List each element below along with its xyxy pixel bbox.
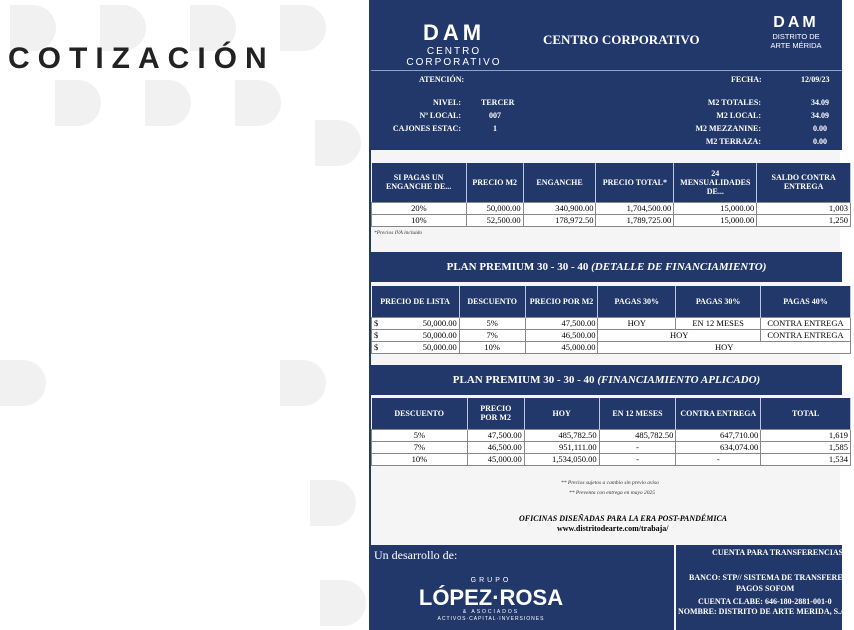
cell: 10% xyxy=(459,341,525,353)
quote-document xyxy=(369,0,854,630)
bg-decor-shape xyxy=(55,80,101,126)
cell: 46,500.00 xyxy=(525,329,598,341)
table-row xyxy=(372,429,851,441)
cell: - xyxy=(599,453,676,465)
cell: 634,074.00 xyxy=(676,441,761,453)
plan2-subtitle: (FINANCIAMIENTO APLICADO) xyxy=(597,374,761,386)
logo-text: DAM xyxy=(422,20,486,45)
col-header: 24 MENSUALIDADES DE... xyxy=(674,163,757,202)
cell: 1,704,500.00 xyxy=(596,202,674,214)
cell: - xyxy=(599,441,676,453)
bg-decor-shape xyxy=(310,480,356,526)
col-header: ENGANCHE xyxy=(523,163,596,202)
cell: 46,500.00 xyxy=(467,441,524,453)
delivery-note: ** Preventa con entrega en mayo 2025 xyxy=(569,490,656,496)
bank-name: BANCO: STP// SISTEMA DE TRANSFERENC xyxy=(689,573,854,582)
cell: 1,534,050.00 xyxy=(524,453,599,465)
cell: 1,003 xyxy=(757,202,851,214)
bg-decor-shape xyxy=(235,80,281,126)
col-header: PAGAS 40% xyxy=(761,286,851,317)
local-label: Nº LOCAL: xyxy=(419,111,461,120)
fecha-value: 12/09/23 xyxy=(801,75,830,84)
footer xyxy=(371,545,854,630)
cell: 1,534 xyxy=(761,453,851,465)
brand-group: GRUPO xyxy=(470,577,512,584)
plan1-table xyxy=(371,286,851,354)
plan2-table xyxy=(371,398,851,466)
cell: 15,000.00 xyxy=(674,202,757,214)
logo-subtext: ARTE MÉRIDA xyxy=(770,41,822,50)
cell: CONTRA ENTREGA xyxy=(761,317,851,329)
col-header: EN 12 MESES xyxy=(599,398,676,429)
info-panel xyxy=(371,70,842,150)
brand-logo: LÓPEZ·ROSA xyxy=(418,585,564,610)
cajones-label: CAJONES ESTAC: xyxy=(392,124,461,133)
plan1-title-bar xyxy=(371,252,842,282)
col-header: TOTAL xyxy=(761,398,851,429)
col-header: PRECIO M2 xyxy=(466,163,523,202)
enganche-table xyxy=(371,163,851,227)
col-header: SI PAGAS UN ENGANCHE DE... xyxy=(372,163,467,202)
dam-logo-right xyxy=(756,14,836,50)
cell: HOY xyxy=(598,317,676,329)
document-header xyxy=(371,0,842,70)
bank-name-cont: PAGOS SOFOM xyxy=(736,584,795,593)
cell: 10% xyxy=(372,453,468,465)
cell: 1,250 xyxy=(757,214,851,226)
cell: 178,972.50 xyxy=(523,214,596,226)
col-header: SALDO CONTRA ENTREGA xyxy=(757,163,851,202)
m2-mezzanine-value: 0.00 xyxy=(813,124,827,133)
bg-decor-shape xyxy=(0,360,46,406)
cell: 50,000.00 xyxy=(466,202,523,214)
cell: CONTRA ENTREGA xyxy=(761,329,851,341)
col-header: PAGAS 30% xyxy=(676,286,761,317)
cell: 647,710.00 xyxy=(676,429,761,441)
bank-panel xyxy=(676,545,854,630)
cell: 485,782.50 xyxy=(524,429,599,441)
website-link[interactable]: www.distritodearte.com/trabaja/ xyxy=(557,524,669,533)
col-header: PAGAS 30% xyxy=(598,286,676,317)
m2-totales-value: 34.09 xyxy=(811,98,829,107)
col-header: PRECIO TOTAL* xyxy=(596,163,674,202)
cell: 5% xyxy=(372,429,468,441)
atencion-label: ATENCIÓN: xyxy=(419,75,465,84)
col-header: PRECIO POR M2 xyxy=(467,398,524,429)
m2-local-label: M2 LOCAL: xyxy=(716,111,761,120)
tagline: OFICINAS DISEÑADAS PARA LA ERA POST-PANDÉMICA xyxy=(519,514,728,523)
cell: 1,619 xyxy=(761,429,851,441)
bg-decor-shape xyxy=(145,80,191,126)
m2-terraza-value: 0.00 xyxy=(813,137,827,146)
table-row xyxy=(372,341,851,353)
table-row xyxy=(372,441,851,453)
plan1-subtitle: (DETALLE DE FINANCIAMIENTO) xyxy=(591,261,767,273)
col-header: PRECIO POR M2 xyxy=(525,286,598,317)
bank-title: CUENTA PARA TRANSFERENCIAS xyxy=(712,548,844,557)
cell: 1,789,725.00 xyxy=(596,214,674,226)
cell: - xyxy=(676,453,761,465)
cell: HOY xyxy=(598,341,851,353)
cell: 15,000.00 xyxy=(674,214,757,226)
cell-value: 50,000.00 xyxy=(422,318,457,328)
cell: 45,000.00 xyxy=(525,341,598,353)
cell: 951,111.00 xyxy=(524,441,599,453)
brand-subtext: & ASOCIADOS xyxy=(462,609,520,615)
cell: 7% xyxy=(459,329,525,341)
dam-logo-left xyxy=(379,20,529,68)
bank-clabe: CUENTA CLABE: 646-180-2881-001-0 xyxy=(698,597,832,606)
currency-symbol: $ xyxy=(374,318,379,328)
col-header: DESCUENTO xyxy=(372,398,468,429)
bg-decor-shape xyxy=(280,360,326,406)
table-row xyxy=(372,453,851,465)
m2-terraza-label: M2 TERRAZA: xyxy=(705,137,761,146)
cell: 47,500.00 xyxy=(525,317,598,329)
col-header: DESCUENTO xyxy=(459,286,525,317)
bg-decor-shape xyxy=(280,5,326,51)
nivel-value: TERCER xyxy=(481,98,515,107)
cell: HOY xyxy=(598,329,761,341)
table-row xyxy=(372,329,851,341)
cell: 47,500.00 xyxy=(467,429,524,441)
cell-value: 50,000.00 xyxy=(422,342,457,352)
cell: 485,782.50 xyxy=(599,429,676,441)
cell-value: 50,000.00 xyxy=(422,330,457,340)
developer-panel xyxy=(371,545,674,630)
currency-symbol: $ xyxy=(374,342,379,352)
bg-decor-shape xyxy=(315,120,361,166)
cell: 7% xyxy=(372,441,468,453)
logo-subtext: CENTRO CORPORATIVO xyxy=(406,46,502,68)
cell: 10% xyxy=(372,214,467,226)
cell: EN 12 MESES xyxy=(676,317,761,329)
m2-local-value: 34.09 xyxy=(811,111,829,120)
cell xyxy=(372,317,460,329)
nivel-label: NIVEL: xyxy=(432,98,461,107)
logo-subtext: DISTRITO DE xyxy=(772,32,820,41)
bg-decor-shape xyxy=(320,580,366,626)
developer-label: Un desarrollo de: xyxy=(374,548,458,562)
slide-title: COTIZACIÓN xyxy=(8,42,275,75)
header-title: CENTRO CORPORATIVO xyxy=(543,32,700,47)
brand-tagline: ACTIVOS·CAPITAL·INVERSIONES xyxy=(437,616,545,622)
cell: 45,000.00 xyxy=(467,453,524,465)
plan2-title: PLAN PREMIUM 30 - 30 - 40 xyxy=(452,374,595,386)
iva-note: *Precios IVA incluido xyxy=(374,230,423,236)
currency-symbol: $ xyxy=(374,330,379,340)
col-header: HOY xyxy=(524,398,599,429)
cajones-value: 1 xyxy=(493,124,497,133)
fecha-label: FECHA: xyxy=(731,75,762,84)
plan1-title: PLAN PREMIUM 30 - 30 - 40 xyxy=(446,261,589,273)
cell: 340,900.00 xyxy=(523,202,596,214)
cell: 52,500.00 xyxy=(466,214,523,226)
cell: 20% xyxy=(372,202,467,214)
logo-text: DAM xyxy=(773,14,819,31)
m2-totales-label: M2 TOTALES: xyxy=(707,98,761,107)
cell: 1,585 xyxy=(761,441,851,453)
table-row xyxy=(372,214,851,226)
plan2-title-bar xyxy=(371,365,842,395)
price-note: ** Precios sujetos a cambio sin previo aviso xyxy=(561,480,659,486)
bank-account-name: NOMBRE: DISTRITO DE ARTE MERIDA, S.A.P xyxy=(678,607,853,616)
cell xyxy=(372,329,460,341)
cell xyxy=(372,341,460,353)
table-row xyxy=(372,317,851,329)
m2-mezzanine-label: M2 MEZZANINE: xyxy=(695,124,761,133)
local-value: 007 xyxy=(489,111,501,120)
col-header: PRECIO DE LISTA xyxy=(372,286,460,317)
table-row xyxy=(372,202,851,214)
cell: 5% xyxy=(459,317,525,329)
col-header: CONTRA ENTREGA xyxy=(676,398,761,429)
